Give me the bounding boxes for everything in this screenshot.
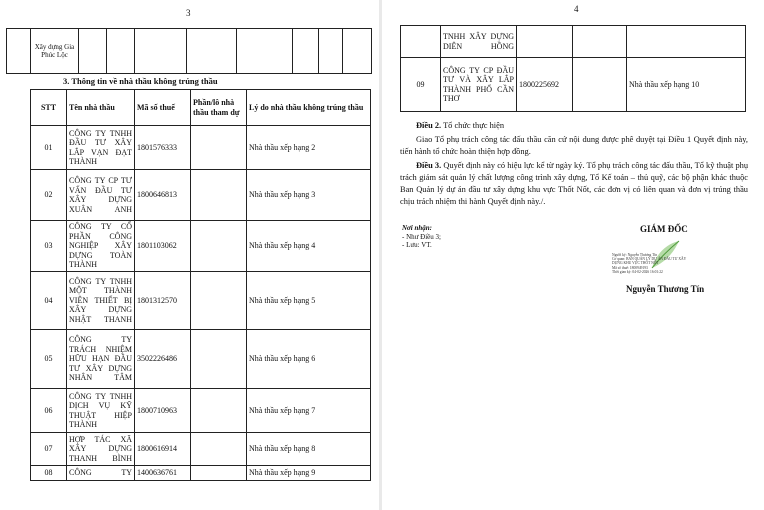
row-tax: 1800616914 bbox=[135, 433, 191, 466]
row-lot bbox=[191, 170, 247, 221]
row-reason: Nhà thầu xếp hạng 8 bbox=[247, 433, 371, 466]
article-2-label: Điều 2. bbox=[416, 121, 442, 130]
row-reason: Nhà thầu xếp hạng 7 bbox=[247, 389, 371, 433]
row-tax bbox=[517, 26, 573, 58]
table-row bbox=[31, 466, 371, 481]
row-reason: Nhà thầu xếp hạng 6 bbox=[247, 330, 371, 389]
article-3-body: Quyết định này có hiệu lực kể từ ngày ký. Tổ phụ trách công tác đấu thầu, Tổ kỹ thuật phụ trách giám sát quản lý chất lượng công trình xây dựng, Tổ Kế toán – thủ quỹ, các bộ phận khác thuộc Ban Quản lý dự án đầu tư xây dựng khu vực Thốt Nốt, các đơn vị có liên quan và đơn vị trúng thầu chịu trách nhiệm thi hành Quyết định này./. bbox=[400, 161, 749, 206]
row-lot bbox=[191, 433, 247, 466]
row-tax: 3502226486 bbox=[135, 330, 191, 389]
row-stt: 08 bbox=[31, 466, 67, 481]
row-tax: 1801312570 bbox=[135, 272, 191, 330]
row-reason: Nhà thầu xếp hạng 2 bbox=[247, 126, 371, 170]
row-reason: Nhà thầu xếp hạng 9 bbox=[247, 466, 371, 481]
row-stt: 02 bbox=[31, 170, 67, 221]
row-tax: 1800710963 bbox=[135, 389, 191, 433]
signer-name: Nguyễn Thương Tín bbox=[626, 284, 705, 294]
stamp-line: Cơ quan: BAN QUẢN LÝ DỰ ÁN ĐẦU TƯ XÂY bbox=[612, 257, 687, 262]
page-number: 3 bbox=[186, 8, 191, 18]
article-2-title: Tổ chức thực hiện bbox=[441, 121, 505, 130]
page-4 bbox=[382, 0, 764, 510]
row-name: CÔNG TY CP ĐẦU TƯ VÀ XÂY LẮP THÀNH PHỐ CẦN THƠ bbox=[441, 58, 517, 112]
table-row bbox=[401, 26, 746, 58]
row-name: CÔNG TY CỔ PHẦN CÔNG NGHIỆP XÂY DỰNG TOÀN THÀNH bbox=[67, 221, 135, 272]
table-row bbox=[401, 58, 746, 112]
table-row bbox=[31, 389, 371, 433]
row-name: CÔNG TY TNHH ĐẦU TƯ XÂY LẮP VẠN ĐẠT THÀNH bbox=[67, 126, 135, 170]
row-stt: 01 bbox=[31, 126, 67, 170]
previous-table-tail bbox=[6, 28, 372, 74]
header-stt: STT bbox=[31, 90, 67, 126]
stamp-line: Thời gian ký: 04-02-2026 16:01:22 bbox=[612, 269, 663, 274]
row-lot bbox=[191, 126, 247, 170]
stamp-line: DỰNG KHU VỰC THỐT NỐT bbox=[612, 261, 659, 266]
header-lot: Phần/lô nhà thầu tham dự bbox=[191, 90, 247, 126]
header-name: Tên nhà thầu bbox=[67, 90, 135, 126]
table-row bbox=[31, 272, 371, 330]
article-2-heading bbox=[416, 120, 746, 132]
row-name: TNHH XÂY DỰNG DIÊN HỒNG bbox=[441, 26, 517, 58]
table-header-row bbox=[31, 90, 371, 126]
row-tax: 1400636761 bbox=[135, 466, 191, 481]
signer-title: GIÁM ĐỐC bbox=[640, 224, 688, 234]
table-row bbox=[31, 221, 371, 272]
unsuccessful-bidders-table-continued bbox=[400, 25, 746, 112]
row-name: CÔNG TY TNHH MỘT THÀNH VIÊN THIẾT BỊ XÂY DỰNG NHẬT THANH bbox=[67, 272, 135, 330]
table-row bbox=[31, 126, 371, 170]
row-tax: 1801576333 bbox=[135, 126, 191, 170]
row-stt: 07 bbox=[31, 433, 67, 466]
row-name: HỢP TÁC XÃ XÂY DỰNG THANH BÌNH bbox=[67, 433, 135, 466]
row-lot bbox=[573, 26, 627, 58]
section-title: 3. Thông tin về nhà thầu không trúng thầu bbox=[63, 76, 218, 86]
row-lot bbox=[191, 221, 247, 272]
row-lot bbox=[191, 330, 247, 389]
row-name: CÔNG TY TNHH DỊCH VỤ KỸ THUẬT HIỆP THÀNH bbox=[67, 389, 135, 433]
page-number: 4 bbox=[574, 4, 579, 14]
stamp-line: Người ký: Nguyễn Thương Tín bbox=[612, 253, 658, 257]
row-stt: 05 bbox=[31, 330, 67, 389]
table-row bbox=[31, 170, 371, 221]
row-stt: 09 bbox=[401, 58, 441, 112]
row-stt: 03 bbox=[31, 221, 67, 272]
row-lot bbox=[191, 389, 247, 433]
row-tax: 1801103062 bbox=[135, 221, 191, 272]
row-reason: Nhà thầu xếp hạng 3 bbox=[247, 170, 371, 221]
row-lot bbox=[191, 466, 247, 481]
row-name: CÔNG TY bbox=[67, 466, 135, 481]
recipients-title: Nơi nhận: bbox=[402, 224, 433, 232]
recipients-block bbox=[402, 224, 522, 250]
row-stt bbox=[401, 26, 441, 58]
row-reason: Nhà thầu xếp hạng 10 bbox=[627, 58, 746, 112]
article-3-label: Điều 3. bbox=[416, 161, 442, 170]
header-tax: Mã số thuế bbox=[135, 90, 191, 126]
article-2-body: Giao Tổ phụ trách công tác đấu thầu căn cứ nội dung được phê duyệt tại Điều 1 Quyết định này, tiến hành tổ chức hoàn thiện hợp đồng. bbox=[400, 135, 748, 156]
row-lot bbox=[573, 58, 627, 112]
row-tax: 1800646813 bbox=[135, 170, 191, 221]
row-name: CÔNG TY TRÁCH NHIỆM HỮU HẠN ĐẦU TƯ XÂY DỰNG NHÂN TÂM bbox=[67, 330, 135, 389]
header-reason: Lý do nhà thầu không trúng thầu bbox=[247, 90, 371, 126]
recipient-item: - Lưu: VT. bbox=[402, 241, 432, 249]
row-lot bbox=[191, 272, 247, 330]
table-row bbox=[31, 330, 371, 389]
row-reason: Nhà thầu xếp hạng 4 bbox=[247, 221, 371, 272]
row-reason: Nhà thầu xếp hạng 5 bbox=[247, 272, 371, 330]
article-3-paragraph bbox=[400, 160, 748, 208]
unsuccessful-bidders-table bbox=[30, 89, 371, 481]
table-row bbox=[31, 433, 371, 466]
row-stt: 06 bbox=[31, 389, 67, 433]
row-tax: 1800225692 bbox=[517, 58, 573, 112]
stamp-line: Mã số thuế: 1800949193 bbox=[612, 265, 648, 270]
row-stt: 04 bbox=[31, 272, 67, 330]
previous-table-cell: Xây dựng Gia Phúc Lộc bbox=[31, 29, 79, 74]
row-reason bbox=[627, 26, 746, 58]
digital-signature-stamp bbox=[612, 253, 752, 274]
row-name: CÔNG TY CP TƯ VẤN ĐẦU TƯ XÂY DỰNG XUÂN ANH bbox=[67, 170, 135, 221]
recipient-item: - Như Điều 3; bbox=[402, 232, 441, 241]
